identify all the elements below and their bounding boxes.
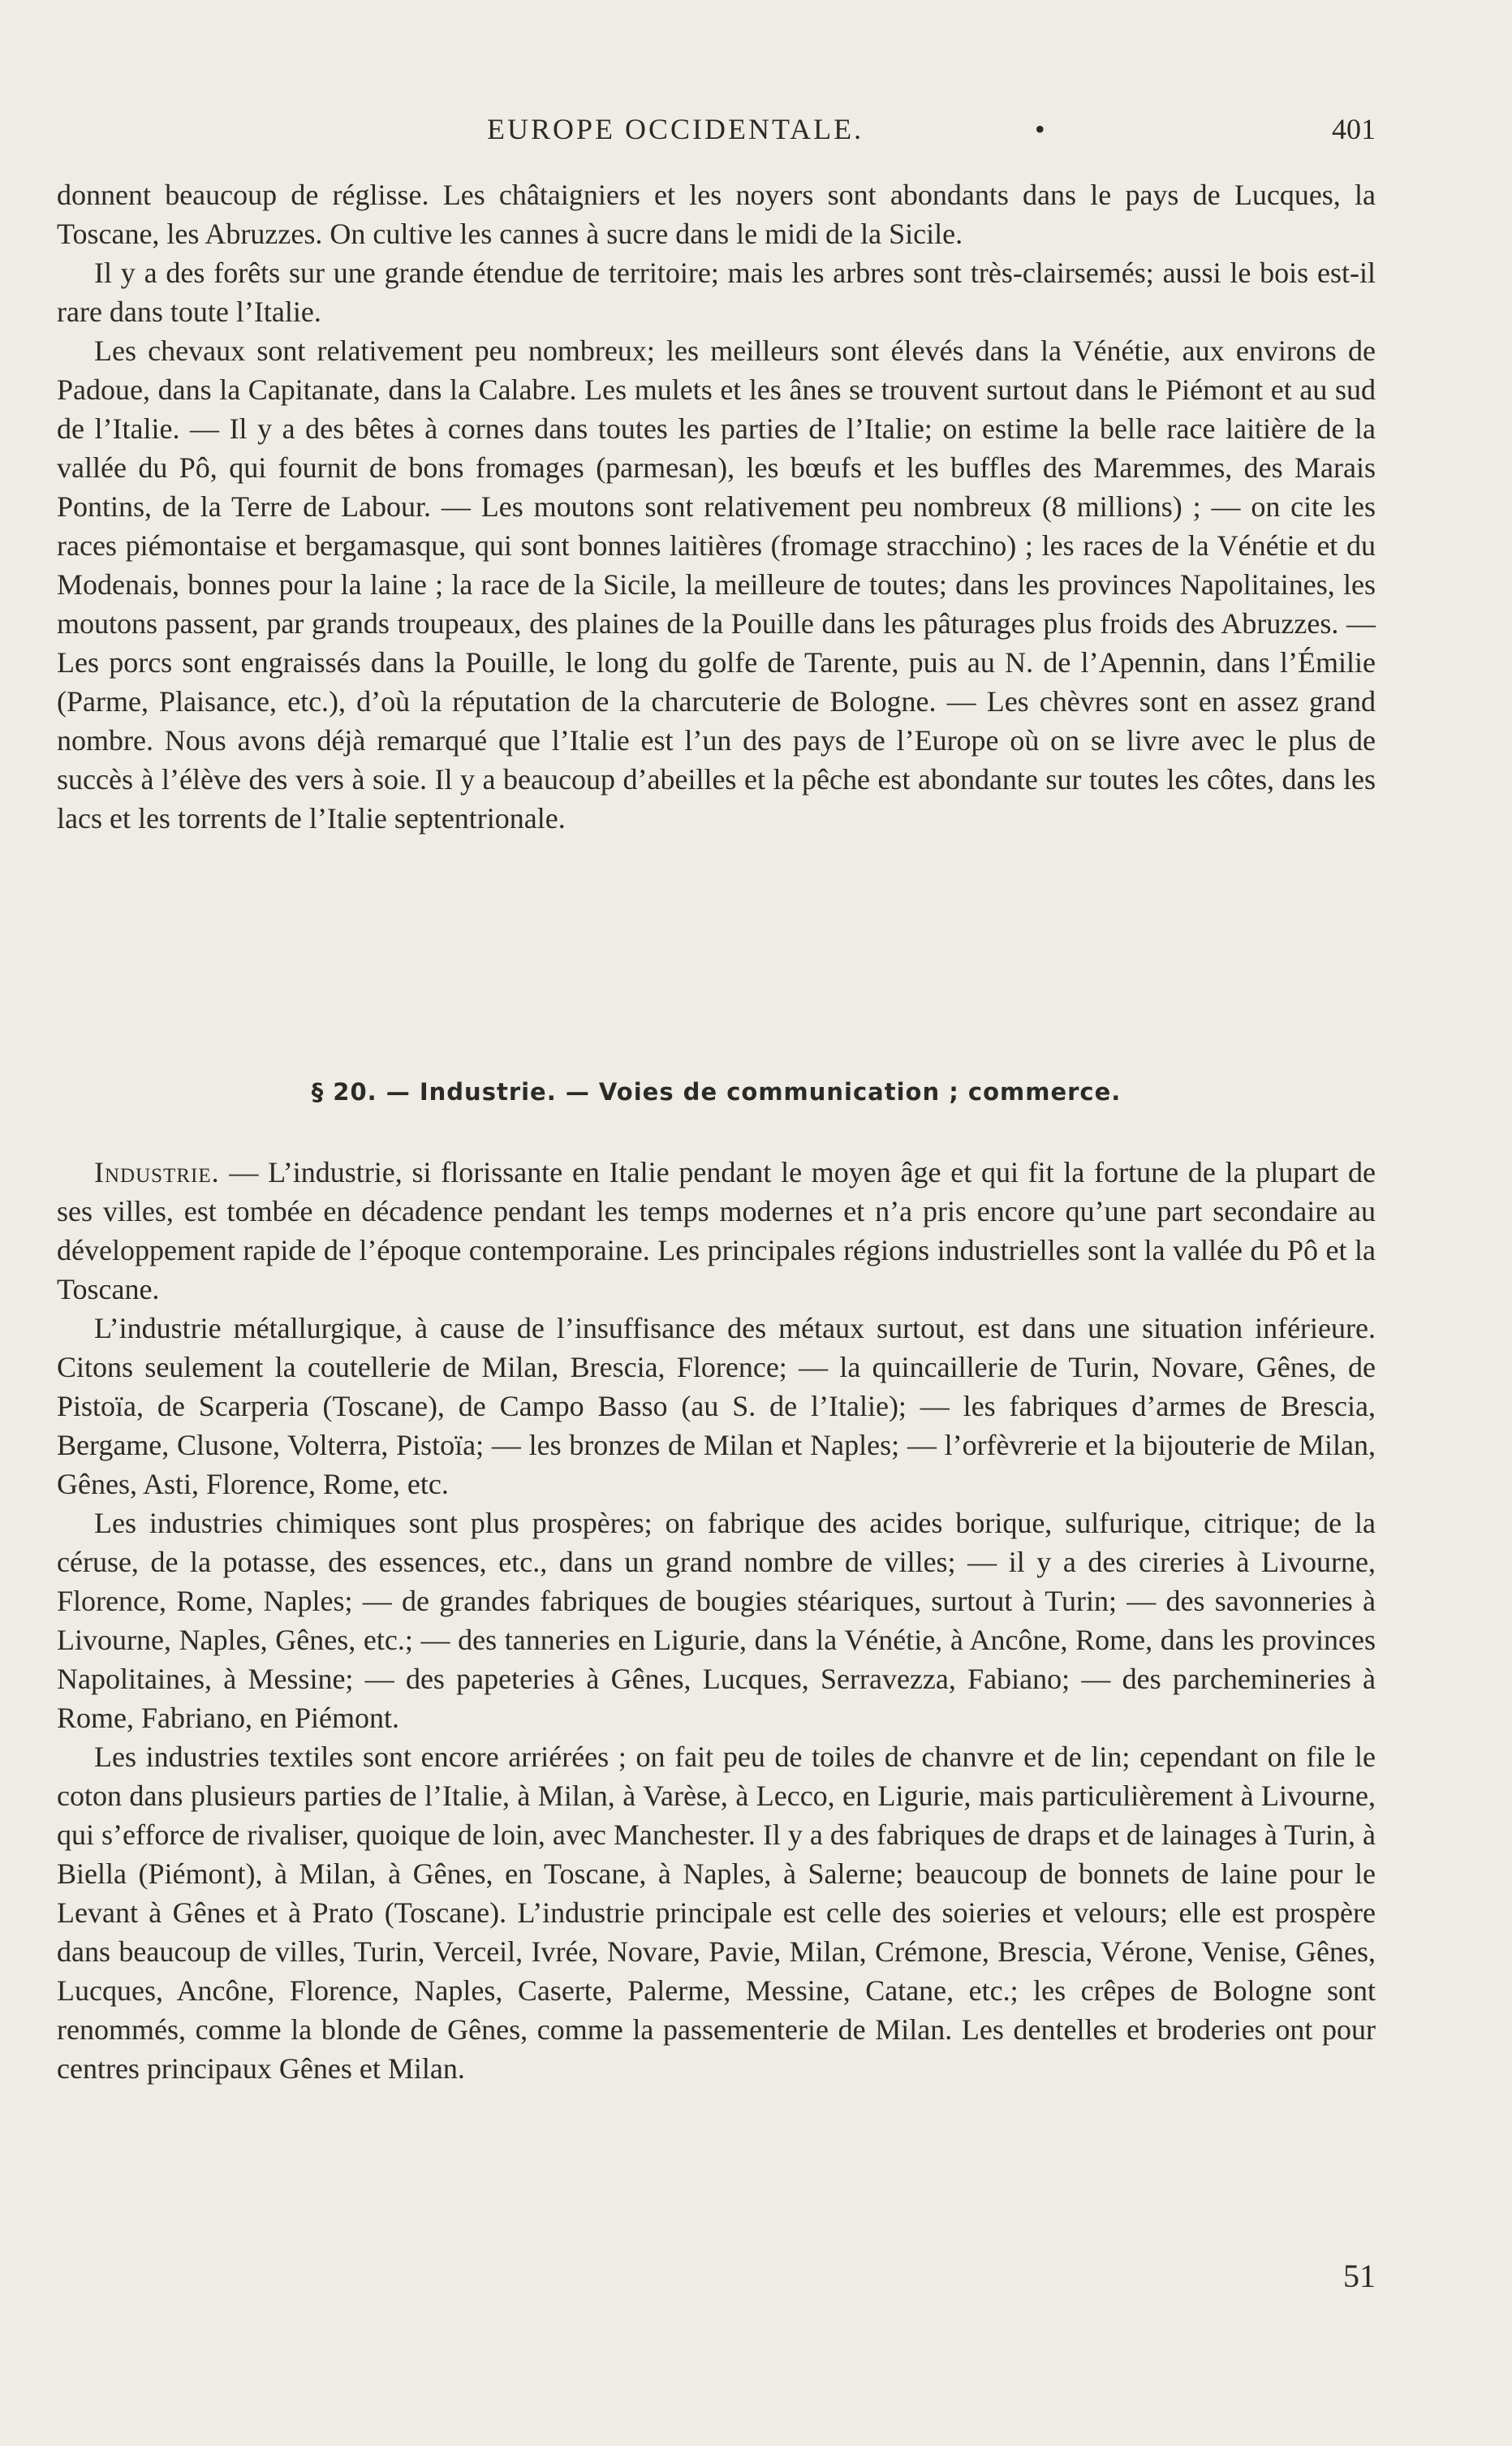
section-heading: § 20. — Industrie. — Voies de communication ; commerce. [311,1078,1122,1106]
page-number: 401 [1332,113,1376,145]
rubric-industrie: Industrie. [94,1156,220,1188]
signature-mark: 51 [1343,2258,1376,2294]
paragraph: Il y a des forêts sur une grande étendue de territoire; mais les arbres sont très-clairsemés; aussi le bois est-il rare dans toute l’Italie. [57,257,1376,328]
text-block-top [57,175,1376,838]
paragraph: L’industrie métallurgique, à cause de l’insuffisance des métaux surtout, est dans une situation inférieure. Citons seulement la coutellerie de Milan, Brescia, Florence; — la quincaillerie de Turin, Novare, Gênes, de Pistoïa, de Scarperia (Toscane), de Campo Basso (au S. de l’Italie); — les fabriques d’armes de Brescia, Bergame, Clusone, Volterra, Pistoïa; — les bronzes de Milan et Naples; — l’orfèvrerie et la bijouterie de Milan, Gênes, Asti, Florence, Rome, etc. [57,1312,1376,1500]
header-dot: • [1035,113,1048,145]
paragraph: Les industries chimiques sont plus prospères; on fabrique des acides borique, sulfurique, citrique; de la céruse, de la potasse, des essences, etc., dans un grand nombre de villes; — il y a des cireries à Livourne, Florence, Rome, Naples; — de grandes fabriques de bougies stéariques, surtout à Turin; — des savonneries à Livourne, Naples, Gênes, etc.; — des tanneries en Ligurie, dans la Vénétie, à Ancône, Rome, dans les provinces Napolitaines, à Messine; — des papeteries à Gênes, Lucques, Serravezza, Fabiano; — des parchemineries à Rome, Fabriano, en Piémont. [57,1507,1376,1734]
running-title: EUROPE OCCIDENTALE. [487,113,864,145]
running-head [57,104,1376,153]
text-block-bottom [57,1153,1376,2088]
paragraph: Les chevaux sont relativement peu nombreux; les meilleurs sont élevés dans la Vénétie, aux environs de Padoue, dans la Capitanate, dans la Calabre. Les mulets et les ânes se trouvent surtout dans le Piémont et au sud de l’Italie. — Il y a des bêtes à cornes dans toutes les parties de l’Italie; on estime la belle race laitière de la vallée du Pô, qui fournit de bons fromages (parmesan), les bœufs et les buffles des Maremmes, des Marais Pontins, de la Terre de Labour. — Les moutons sont relativement peu nombreux (8 millions) ; — on cite les races piémontaise et bergamasque, qui sont bonnes laitières (fromage stracchino) ; les races de la Vénétie et du Modenais, bonnes pour la laine ; la race de la Sicile, la meilleure de toutes; dans les provinces Napolitaines, les moutons passent, par grands troupeaux, des plaines de la Pouille dans les pâturages plus froids des Abruzzes. — Les porcs sont engraissés dans la Pouille, le long du golfe de Tarente, puis au N. de l’Apennin, dans l’Émilie (Parme, Plaisance, etc.), d’où la réputation de la charcuterie de Bologne. — Les chèvres sont en assez grand nombre. Nous avons déjà remarqué que l’Italie est l’un des pays de l’Europe où on se livre avec le plus de succès à l’élève des vers à soie. Il y a beaucoup d’abeilles et la pêche est abondante sur toutes les côtes, dans les lacs et les torrents de l’Italie septentrionale. [57,334,1376,835]
paragraph-industrie-text: — L’industrie, si florissante en Italie pendant le moyen âge et qui fit la fortune de la plupart de ses villes, est tombée en décadence pendant les temps modernes et n’a pris encore qu’une part secondaire au développement rapide de l’époque contemporaine. Les principales régions industrielles sont la vallée du Pô et la Toscane. [57,1156,1376,1305]
paragraph: Les industries textiles sont encore arriérées ; on fait peu de toiles de chanvre et de lin; cependant on file le coton dans plusieurs parties de l’Italie, à Milan, à Varèse, à Lecco, en Ligurie, mais particulièrement à Livourne, qui s’efforce de rivaliser, quoique de loin, avec Manchester. Il y a des fabriques de draps et de lainages à Turin, à Biella (Piémont), à Milan, à Gênes, en Toscane, à Naples, à Salerne; beaucoup de bonnets de laine pour le Levant à Gênes et à Prato (Toscane). L’industrie principale est celle des soieries et velours; elle est prospère dans beaucoup de villes, Turin, Verceil, Ivrée, Novare, Pavie, Milan, Crémone, Brescia, Vérone, Venise, Gênes, Lucques, Ancône, Florence, Naples, Caserte, Palerme, Messine, Catane, etc.; les crêpes de Bologne sont renommés, comme la blonde de Gênes, comme la passementerie de Milan. Les dentelles et broderies ont pour centres principaux Gênes et Milan. [57,1741,1376,2085]
paragraph: donnent beaucoup de réglisse. Les châtaigniers et les noyers sont abondants dans le pays de Lucques, la Toscane, les Abruzzes. On cultive les cannes à sucre dans le midi de la Sicile. [57,179,1376,250]
paragraph-industrie [57,1153,1376,1309]
